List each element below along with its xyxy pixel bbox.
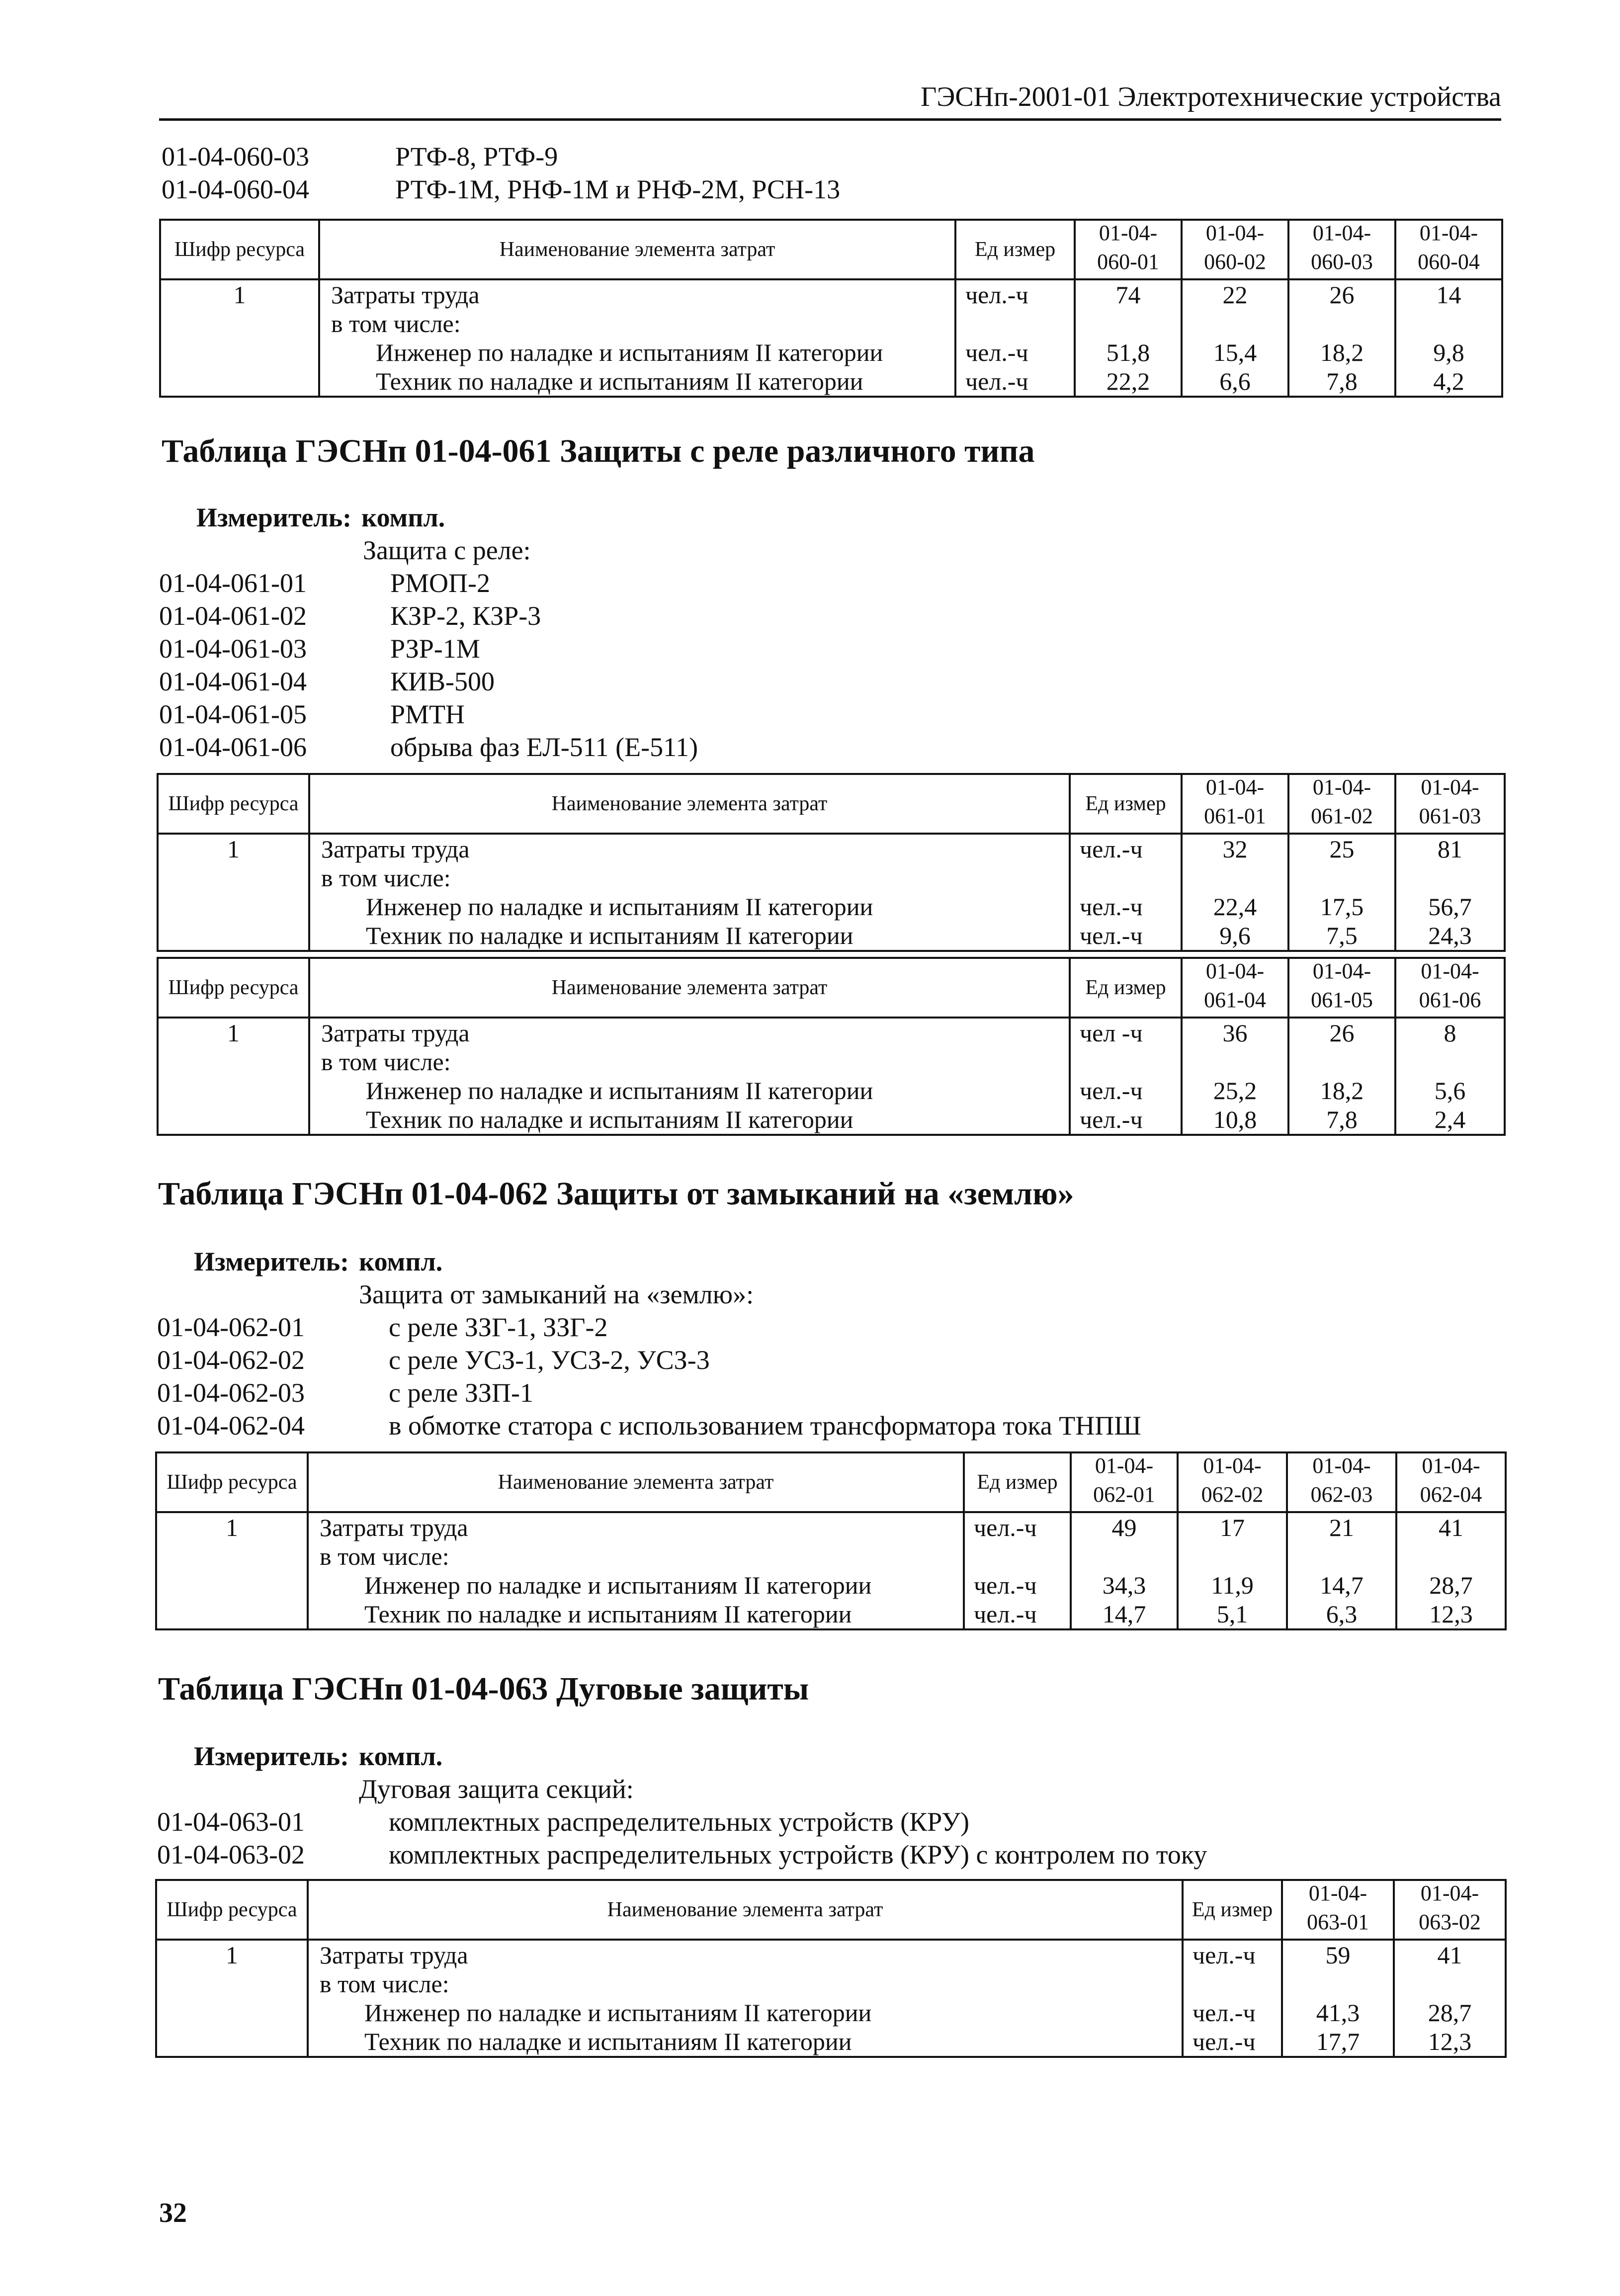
list-item xyxy=(159,567,698,599)
item-code: 01-04-060-04 xyxy=(162,174,309,204)
list-item xyxy=(162,173,840,206)
column-header-unit: Ед измер xyxy=(1070,958,1182,1018)
code-list-062 xyxy=(157,1311,1141,1442)
value-cell: 21 14,7 6,3 xyxy=(1287,1512,1396,1629)
list-item xyxy=(159,731,698,764)
column-header-code: 01-04- 061-04 xyxy=(1182,958,1288,1018)
column-header-code: 01-04- 062-03 xyxy=(1287,1452,1396,1512)
column-header-code: 01-04- 061-03 xyxy=(1395,774,1505,834)
resource-code-cell: 1 xyxy=(156,1512,308,1629)
meter-line xyxy=(194,1740,442,1773)
resource-code-cell: 1 xyxy=(158,834,309,951)
section-intro: Защита от замыканий на «землю»: xyxy=(359,1279,754,1309)
table-row xyxy=(156,1940,1506,2057)
resource-table-061-b xyxy=(157,957,1506,1136)
table-header-row xyxy=(156,1452,1506,1512)
item-description: обрыва фаз ЕЛ-511 (Е-511) xyxy=(390,732,698,762)
table-row xyxy=(156,1512,1506,1629)
section-title-062: Таблица ГЭСНп 01-04-062 Защиты от замыканий на «землю» xyxy=(158,1176,1074,1212)
list-item xyxy=(157,1838,1207,1871)
column-header-element-name: Наименование элемента затрат xyxy=(309,958,1070,1018)
list-item xyxy=(159,665,698,698)
item-code: 01-04-061-02 xyxy=(159,601,307,631)
item-description: КЗР-2, КЗР-3 xyxy=(390,601,541,631)
value-cell: 41 28,7 12,3 xyxy=(1394,1940,1506,2057)
unit-cell: чел -ч чел.-ч чел.-ч xyxy=(1070,1018,1182,1135)
column-header-resource-code: Шифр ресурса xyxy=(158,958,309,1018)
column-header-resource-code: Шифр ресурса xyxy=(158,774,309,834)
column-header-resource-code: Шифр ресурса xyxy=(160,220,319,279)
list-item xyxy=(157,1409,1141,1442)
value-cell: 74 51,8 22,2 xyxy=(1075,279,1182,397)
item-code: 01-04-062-01 xyxy=(157,1312,305,1342)
list-item xyxy=(157,1805,1207,1838)
item-code: 01-04-061-05 xyxy=(159,699,307,729)
cost-elements-cell: Затраты труда в том числе: Инженер по наладке и испытаниям II категории Техник по наладке и испытаниям II категории xyxy=(309,1018,1070,1135)
column-header-code: 01-04- 060-01 xyxy=(1075,220,1182,279)
table-header-row xyxy=(158,958,1505,1018)
cost-elements-cell: Затраты труда в том числе: Инженер по наладке и испытаниям II категории Техник по наладке и испытаниям II категории xyxy=(319,279,955,397)
meter-line xyxy=(194,1245,442,1278)
column-header-element-name: Наименование элемента затрат xyxy=(308,1452,964,1512)
meter-value: компл. xyxy=(359,1741,443,1771)
value-cell: 26 18,2 7,8 xyxy=(1288,1018,1395,1135)
value-cell: 26 18,2 7,8 xyxy=(1288,279,1395,397)
meter-label: Измеритель: xyxy=(194,1247,349,1276)
item-code: 01-04-061-04 xyxy=(159,667,307,696)
running-header: ГЭСНп-2001-01 Электротехнические устройства xyxy=(920,82,1501,112)
unit-cell: чел.-ч чел.-ч чел.-ч xyxy=(964,1512,1071,1629)
item-description: РМОП-2 xyxy=(390,568,491,598)
resource-code-cell: 1 xyxy=(156,1940,308,2057)
column-header-code: 01-04- 061-01 xyxy=(1182,774,1288,834)
column-header-element-name: Наименование элемента затрат xyxy=(309,774,1070,834)
item-description: с реле ЗЗГ-1, ЗЗГ-2 xyxy=(389,1312,608,1342)
item-code: 01-04-061-06 xyxy=(159,732,307,762)
table-header-row xyxy=(158,774,1505,834)
item-description: с реле ЗЗП-1 xyxy=(389,1378,533,1408)
resource-table-061-a xyxy=(157,773,1506,952)
list-item xyxy=(157,1311,1141,1344)
unit-cell: чел.-ч чел.-ч чел.-ч xyxy=(1183,1940,1282,2057)
column-header-unit: Ед измер xyxy=(955,220,1075,279)
item-description: РТФ-1М, РНФ-1М и РНФ-2М, РСН-13 xyxy=(395,174,841,204)
column-header-unit: Ед измер xyxy=(1183,1880,1282,1940)
table-header-row xyxy=(160,220,1502,279)
column-header-resource-code: Шифр ресурса xyxy=(156,1452,308,1512)
column-header-resource-code: Шифр ресурса xyxy=(156,1880,308,1940)
column-header-code: 01-04- 062-02 xyxy=(1178,1452,1287,1512)
table-row xyxy=(158,834,1505,951)
value-cell: 41 28,7 12,3 xyxy=(1396,1512,1506,1629)
item-code: 01-04-063-01 xyxy=(157,1807,305,1837)
item-description: РТФ-8, РТФ-9 xyxy=(395,142,558,171)
list-item xyxy=(162,140,840,173)
value-cell: 49 34,3 14,7 xyxy=(1071,1512,1178,1629)
table-row xyxy=(158,1018,1505,1135)
list-item xyxy=(159,632,698,665)
value-cell: 8 5,6 2,4 xyxy=(1395,1018,1505,1135)
unit-cell: чел.-ч чел.-ч чел.-ч xyxy=(1070,834,1182,951)
item-code: 01-04-062-02 xyxy=(157,1345,305,1375)
value-cell: 22 15,4 6,6 xyxy=(1182,279,1288,397)
resource-table-062 xyxy=(155,1451,1507,1630)
value-cell: 25 17,5 7,5 xyxy=(1288,834,1395,951)
meter-value: компл. xyxy=(359,1247,443,1276)
value-cell: 81 56,7 24,3 xyxy=(1395,834,1505,951)
code-list-060 xyxy=(162,140,840,206)
resource-table-063 xyxy=(155,1879,1507,2058)
item-description: комплектных распределительных устройств (КРУ) с контролем по току xyxy=(389,1840,1207,1870)
item-code: 01-04-060-03 xyxy=(162,142,309,171)
column-header-code: 01-04- 060-02 xyxy=(1182,220,1288,279)
value-cell: 36 25,2 10,8 xyxy=(1182,1018,1288,1135)
item-description: КИВ-500 xyxy=(390,667,495,696)
item-code: 01-04-061-01 xyxy=(159,568,307,598)
value-cell: 14 9,8 4,2 xyxy=(1395,279,1502,397)
column-header-unit: Ед измер xyxy=(964,1452,1071,1512)
page-number: 32 xyxy=(159,2198,187,2228)
list-item xyxy=(157,1344,1141,1376)
header-rule xyxy=(159,118,1501,121)
column-header-code: 01-04- 061-06 xyxy=(1395,958,1505,1018)
table-header-row xyxy=(156,1880,1506,1940)
list-item xyxy=(159,599,698,632)
item-code: 01-04-063-02 xyxy=(157,1840,305,1870)
resource-table-060 xyxy=(159,219,1503,398)
list-item xyxy=(159,698,698,731)
value-cell: 59 41,3 17,7 xyxy=(1282,1940,1394,2057)
cost-elements-cell: Затраты труда в том числе: Инженер по наладке и испытаниям II категории Техник по наладке и испытаниям II категории xyxy=(309,834,1070,951)
column-header-code: 01-04- 062-04 xyxy=(1396,1452,1506,1512)
column-header-element-name: Наименование элемента затрат xyxy=(308,1880,1183,1940)
value-cell: 17 11,9 5,1 xyxy=(1178,1512,1287,1629)
column-header-code: 01-04- 060-04 xyxy=(1395,220,1502,279)
unit-cell: чел.-ч чел.-ч чел.-ч xyxy=(955,279,1075,397)
code-list-061 xyxy=(159,567,698,764)
section-title-063: Таблица ГЭСНп 01-04-063 Дуговые защиты xyxy=(158,1671,809,1707)
table-row xyxy=(160,279,1502,397)
column-header-element-name: Наименование элемента затрат xyxy=(319,220,955,279)
resource-code-cell: 1 xyxy=(160,279,319,397)
item-code: 01-04-061-03 xyxy=(159,634,307,664)
item-description: РЗР-1М xyxy=(390,634,480,664)
column-header-unit: Ед измер xyxy=(1070,774,1182,834)
column-header-code: 01-04- 062-01 xyxy=(1071,1452,1178,1512)
value-cell: 32 22,4 9,6 xyxy=(1182,834,1288,951)
item-code: 01-04-062-03 xyxy=(157,1378,305,1408)
meter-label: Измеритель: xyxy=(194,1741,349,1771)
meter-value: компл. xyxy=(361,503,445,532)
item-description: с реле УСЗ-1, УСЗ-2, УСЗ-3 xyxy=(389,1345,710,1375)
column-header-code: 01-04- 060-03 xyxy=(1288,220,1395,279)
code-list-063 xyxy=(157,1805,1207,1871)
cost-elements-cell: Затраты труда в том числе: Инженер по наладке и испытаниям II категории Техник по наладке и испытаниям II категории xyxy=(308,1940,1183,2057)
meter-label: Измеритель: xyxy=(196,503,352,532)
resource-code-cell: 1 xyxy=(158,1018,309,1135)
column-header-code: 01-04- 063-01 xyxy=(1282,1880,1394,1940)
meter-line xyxy=(196,501,445,534)
section-title-061: Таблица ГЭСНп 01-04-061 Защиты с реле различного типа xyxy=(162,433,1035,469)
column-header-code: 01-04- 061-02 xyxy=(1288,774,1395,834)
column-header-code: 01-04- 061-05 xyxy=(1288,958,1395,1018)
item-description: комплектных распределительных устройств (КРУ) xyxy=(389,1807,970,1837)
section-intro: Дуговая защита секций: xyxy=(359,1774,634,1804)
column-header-code: 01-04- 063-02 xyxy=(1394,1880,1506,1940)
item-description: РМТН xyxy=(390,699,465,729)
cost-elements-cell: Затраты труда в том числе: Инженер по наладке и испытаниям II категории Техник по наладке и испытаниям II категории xyxy=(308,1512,964,1629)
list-item xyxy=(157,1376,1141,1409)
item-description: в обмотке статора с использованием трансформатора тока ТНПШ xyxy=(389,1411,1141,1441)
section-intro: Защита с реле: xyxy=(363,535,531,565)
item-code: 01-04-062-04 xyxy=(157,1411,305,1441)
